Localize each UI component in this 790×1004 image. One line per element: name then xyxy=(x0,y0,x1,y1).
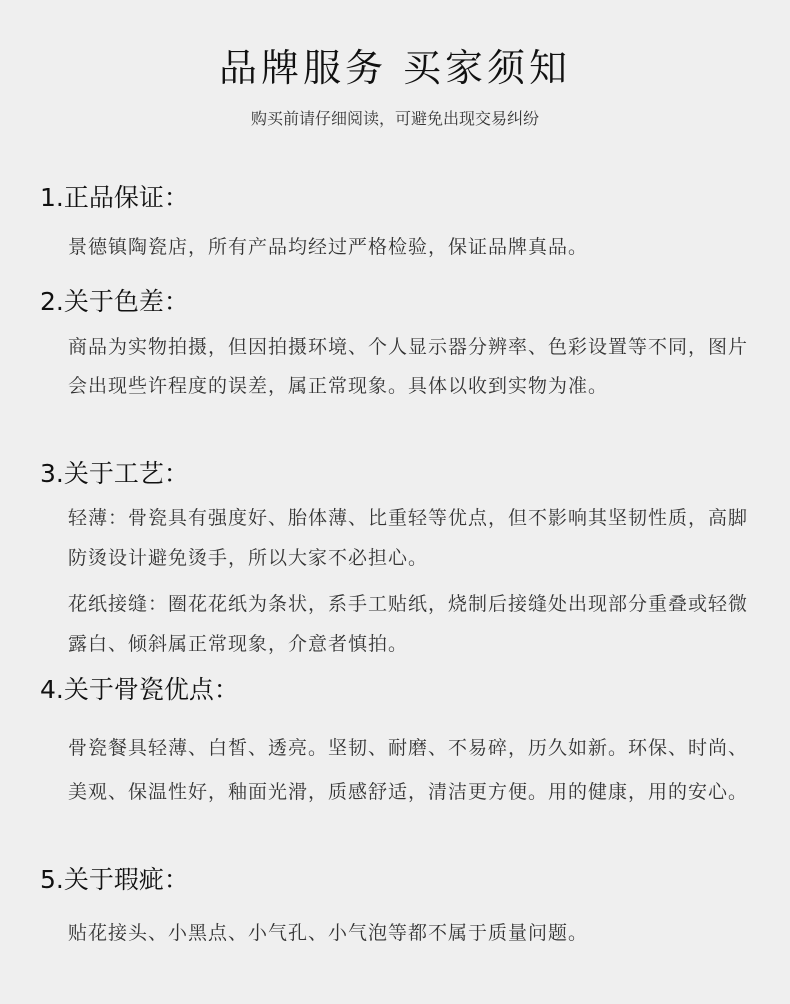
section-color-difference xyxy=(40,284,750,406)
section-genuine-guarantee xyxy=(40,180,750,264)
section-bone-china-advantages xyxy=(40,672,750,814)
section-heading: 2.关于色差： xyxy=(40,287,189,316)
section-heading: 1.正品保证： xyxy=(40,183,189,212)
section-paragraph: 景德镇陶瓷店，所有产品均经过严格检验，保证品牌真品。 xyxy=(68,236,589,258)
section-paragraph: 骨瓷餐具轻薄、白皙、透亮。坚韧、耐磨、不易碎，历久如新。环保、时尚、美观、保温性好，釉面光滑，质感舒适，清洁更方便。用的健康，用的安心。 xyxy=(68,737,749,803)
page-title: 品牌服务 买家须知 xyxy=(218,46,572,90)
page-subtitle: 购买前请仔细阅读，可避免出现交易纠纷 xyxy=(250,109,539,128)
section-paragraph: 贴花接头、小黑点、小气孔、小气泡等都不属于质量问题。 xyxy=(68,922,589,944)
section-heading: 4.关于骨瓷优点： xyxy=(40,675,239,704)
section-flaws xyxy=(40,862,750,950)
section-craftsmanship xyxy=(40,456,750,664)
section-heading: 5.关于瑕疵： xyxy=(40,865,189,894)
section-paragraph: 轻薄：骨瓷具有强度好、胎体薄、比重轻等优点，但不影响其坚韧性质，高脚防烫设计避免烫手，所以大家不必担心。 xyxy=(68,507,749,569)
section-paragraph: 花纸接缝：圈花花纸为条状，系手工贴纸，烧制后接缝处出现部分重叠或轻微露白、倾斜属正常现象，介意者慎拍。 xyxy=(68,593,749,655)
section-heading: 3.关于工艺： xyxy=(40,459,189,488)
section-paragraph: 商品为实物拍摄，但因拍摄环境、个人显示器分辨率、色彩设置等不同，图片会出现些许程度的误差，属正常现象。具体以收到实物为准。 xyxy=(68,336,749,397)
